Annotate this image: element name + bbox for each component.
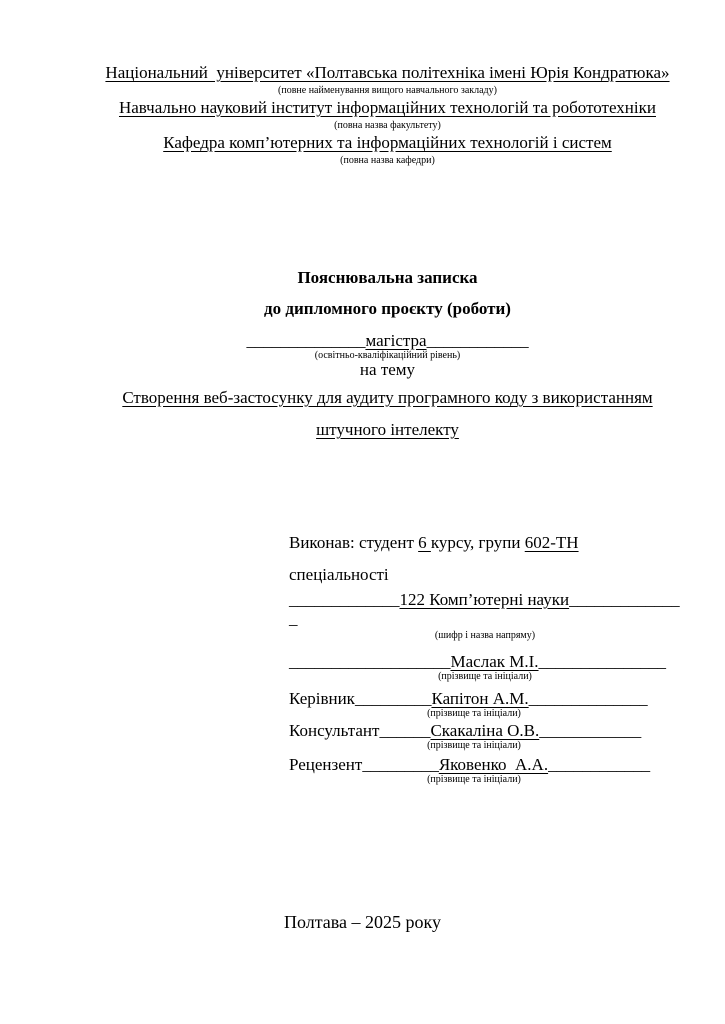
signatory-caption-supervisor: (прізвище та ініціали): [427, 708, 521, 719]
theme-line-1: Створення веб-застосунку для аудиту програмного коду з використанням: [122, 388, 653, 407]
degree-line: [50, 331, 725, 350]
theme-label: на тему: [359, 360, 416, 379]
course-value: 6: [418, 533, 431, 552]
performed-middle: курсу, групи: [430, 533, 525, 552]
signatory-row-consultant: [289, 721, 681, 740]
signatory-role: Консультант: [289, 721, 380, 740]
theme-line-2: штучного інтелекту: [316, 420, 459, 439]
signatory-blank-right: ____________: [539, 721, 642, 740]
degree-blank-right: ____________: [426, 331, 529, 350]
university-name: Національний університет «Полтавська політехніка імені Юрія Кондратюка»: [105, 63, 670, 82]
speciality-blank-right: _____________ _: [289, 590, 684, 628]
doc-type-subtitle: до дипломного проєкту (роботи): [264, 299, 511, 318]
degree-caption: (освітньо-кваліфікаційний рівень): [314, 350, 461, 361]
university-caption: (повне найменування вищого навчального закладу): [278, 85, 497, 96]
department-name: Кафедра комп’ютерних та інформаційних технологій і систем: [163, 133, 612, 152]
signatory-name: Яковенко А.А.: [438, 755, 549, 774]
group-value: 602-ТН: [524, 533, 579, 552]
signatory-name: Скакаліна О.В.: [430, 721, 540, 740]
signatory-blank-left: _________: [354, 689, 432, 708]
faculty-caption: (повна назва факультету): [334, 120, 441, 131]
author-name-caption: (прізвище та ініціали): [438, 671, 532, 682]
signatory-blank-left: ______: [379, 721, 431, 740]
signatory-row-reviewer: [289, 755, 681, 774]
speciality-value: 122 Комп’ютерні науки: [399, 590, 570, 609]
author-block: [289, 533, 684, 785]
department-caption: (повна назва кафедри): [340, 155, 435, 166]
signatory-row-supervisor: [289, 689, 681, 708]
signatory-caption-reviewer: (прізвище та ініціали): [427, 774, 521, 785]
author-name-blank-left: ___________________: [289, 652, 451, 671]
degree-blank-left: ______________: [246, 331, 366, 350]
signatory-blank-left: _________: [362, 755, 439, 774]
signatory-caption-consultant: (прізвище та ініціали): [427, 740, 521, 751]
speciality-label: спеціальності: [289, 565, 389, 584]
performed-prefix: Виконав: студент: [289, 533, 419, 552]
faculty-name: Навчально науковий інститут інформаційних технологій та робототехніки: [118, 98, 656, 117]
doc-type-title: Пояснювальна записка: [297, 268, 478, 287]
city-year: Полтава – 2025 року: [283, 912, 442, 932]
signatory-name: Капітон А.М.: [431, 689, 529, 708]
author-name-line: [289, 652, 681, 671]
signatory-blank-right: ____________: [548, 755, 651, 774]
performed-line: [289, 533, 681, 552]
speciality-blank-left: _____________: [289, 590, 400, 609]
title-block: [50, 268, 725, 439]
author-name-blank-right: _______________: [538, 652, 667, 671]
speciality-caption: (шифр і назва напряму): [434, 630, 536, 641]
speciality-line: [289, 590, 684, 628]
signatory-role: Рецензент: [289, 755, 363, 774]
degree-value: магістра: [365, 331, 427, 350]
author-name-value: Маслак М.І.: [450, 652, 539, 671]
header-block: [50, 63, 725, 168]
signatory-blank-right: ______________: [528, 689, 648, 708]
signatory-role: Керівник: [289, 689, 355, 708]
